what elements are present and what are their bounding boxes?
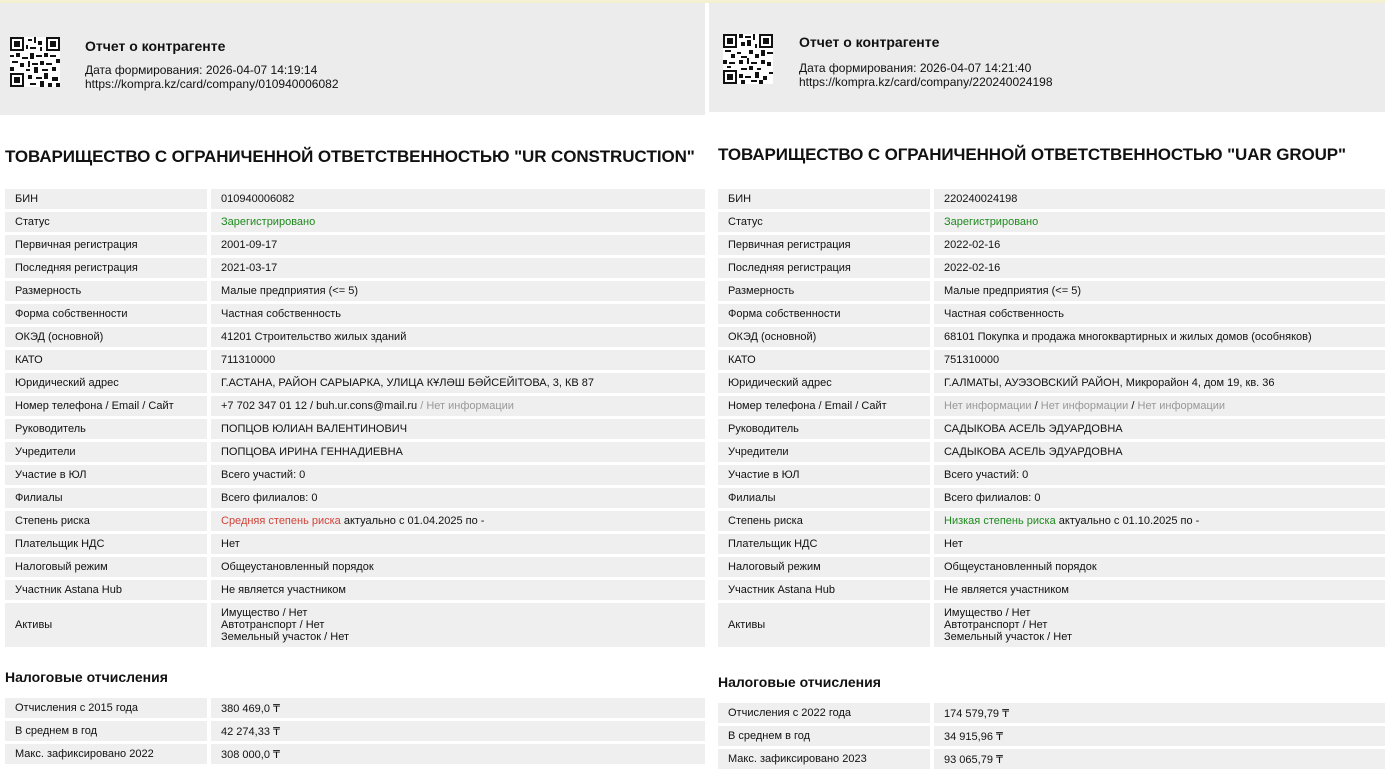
row-value: Г.АСТАНА, РАЙОН САРЫАРКА, УЛИЦА КҰЛӘШ БӘЙСЕЙІТОВА, 3, КВ 87 [211, 373, 705, 393]
table-row [5, 442, 705, 462]
table-row [5, 557, 705, 577]
table-row [718, 212, 1385, 232]
tax-table [5, 695, 705, 767]
row-label: Налоговый режим [5, 557, 211, 577]
row-value: 2021-03-17 [211, 258, 705, 278]
row-value: 2001-09-17 [211, 235, 705, 255]
row-value: 2022-02-16 [934, 258, 1385, 278]
row-label: В среднем в год [718, 726, 934, 746]
row-value: Не является участником [934, 580, 1385, 600]
separator: / [1128, 400, 1138, 412]
row-value: 42 274,33 ₸ [211, 721, 705, 741]
row-label: Участие в ЮЛ [5, 465, 211, 485]
row-value: Общеустановленный порядок [934, 557, 1385, 577]
table-row [718, 511, 1385, 531]
table-row [718, 350, 1385, 370]
row-label: Отчисления с 2015 года [5, 698, 211, 718]
row-value: Малые предприятия (<= 5) [211, 281, 705, 301]
table-row [718, 419, 1385, 439]
table-row [718, 488, 1385, 508]
table-row [718, 189, 1385, 209]
row-label: Учредители [718, 442, 934, 462]
row-label: Степень риска [5, 511, 211, 531]
row-label: Налоговый режим [718, 557, 934, 577]
company-name: ТОВАРИЩЕСТВО С ОГРАНИЧЕННОЙ ОТВЕТСТВЕННОСТЬЮ "UR CONSTRUCTION" [5, 147, 695, 166]
company-info-table [718, 186, 1385, 650]
table-row [718, 703, 1385, 723]
table-row [718, 557, 1385, 577]
separator: / [306, 400, 317, 412]
row-label: Форма собственности [5, 304, 211, 324]
asset-line: Земельный участок / Нет [944, 631, 1073, 643]
report-header [709, 3, 1385, 112]
row-value: 751310000 [934, 350, 1385, 370]
table-row [718, 465, 1385, 485]
table-row [718, 534, 1385, 554]
site-value: Нет информации [1137, 400, 1226, 412]
row-value: Всего участий: 0 [211, 465, 705, 485]
contacts-value [211, 396, 705, 416]
table-row [5, 235, 705, 255]
report-meta [799, 61, 1053, 89]
row-label: Номер телефона / Email / Сайт [718, 396, 934, 416]
report-title: Отчет о контрагенте [85, 38, 226, 54]
table-row [5, 511, 705, 531]
site-value: Нет информации [426, 400, 514, 412]
tax-section-title: Налоговые отчисления [718, 674, 881, 690]
row-label: КАТО [5, 350, 211, 370]
company-info-table [5, 186, 705, 650]
table-row [5, 465, 705, 485]
row-label: Плательщик НДС [718, 534, 934, 554]
row-value: Всего филиалов: 0 [934, 488, 1385, 508]
row-label: Форма собственности [718, 304, 934, 324]
table-row [5, 373, 705, 393]
row-value: Частная собственность [934, 304, 1385, 324]
row-value: 34 915,96 ₸ [934, 726, 1385, 746]
row-label: Юридический адрес [5, 373, 211, 393]
row-value: Г.АЛМАТЫ, АУЭЗОВСКИЙ РАЙОН, Микрорайон 4, дом 19, кв. 36 [934, 373, 1385, 393]
phone-value: Нет информации [944, 400, 1032, 412]
row-label: Учредители [5, 442, 211, 462]
table-row [718, 373, 1385, 393]
row-label: Филиалы [5, 488, 211, 508]
row-label: ОКЭД (основной) [718, 327, 934, 347]
row-label: Размерность [5, 281, 211, 301]
table-row [5, 744, 705, 764]
email-value: Нет информации [1040, 400, 1129, 412]
table-row [5, 304, 705, 324]
row-label: Первичная регистрация [718, 235, 934, 255]
company-name: ТОВАРИЩЕСТВО С ОГРАНИЧЕННОЙ ОТВЕТСТВЕННОСТЬЮ "UAR GROUP" [718, 145, 1346, 164]
status-value: Зарегистрировано [934, 212, 1385, 232]
row-label: Статус [5, 212, 211, 232]
row-value: 174 579,79 ₸ [934, 703, 1385, 723]
row-label: Макс. зафиксировано 2022 [5, 744, 211, 764]
row-label: Руководитель [718, 419, 934, 439]
row-label: Отчисления с 2022 года [718, 703, 934, 723]
table-row [5, 350, 705, 370]
row-label: БИН [5, 189, 211, 209]
table-row [718, 580, 1385, 600]
row-label: БИН [718, 189, 934, 209]
table-row [5, 281, 705, 301]
status-value: Зарегистрировано [211, 212, 705, 232]
asset-line: Автотранспорт / Нет [944, 619, 1048, 631]
row-value: САДЫКОВА АСЕЛЬ ЭДУАРДОВНА [934, 419, 1385, 439]
table-row [718, 749, 1385, 769]
row-value: Не является участником [211, 580, 705, 600]
asset-line: Автотранспорт / Нет [221, 619, 325, 631]
row-value: 010940006082 [211, 189, 705, 209]
row-value: 2022-02-16 [934, 235, 1385, 255]
row-value: ПОПЦОВ ЮЛИАН ВАЛЕНТИНОВИЧ [211, 419, 705, 439]
row-value: 93 065,79 ₸ [934, 749, 1385, 769]
row-label: Участник Astana Hub [5, 580, 211, 600]
row-label: ОКЭД (основной) [5, 327, 211, 347]
assets-value [211, 603, 705, 647]
report-url[interactable]: https://kompra.kz/card/company/220240024198 [799, 75, 1053, 89]
row-label: КАТО [718, 350, 934, 370]
table-row [5, 603, 705, 647]
row-value: 41201 Строительство жилых зданий [211, 327, 705, 347]
table-row [718, 726, 1385, 746]
row-label: Первичная регистрация [5, 235, 211, 255]
report-date: Дата формирования: 2026-04-07 14:21:40 [799, 61, 1032, 75]
row-label: Участие в ЮЛ [718, 465, 934, 485]
table-row [5, 698, 705, 718]
report-date: Дата формирования: 2026-04-07 14:19:14 [85, 63, 318, 77]
table-row [5, 419, 705, 439]
phone-value[interactable]: +7 702 347 01 12 [221, 400, 307, 412]
report-panel-left [0, 3, 705, 761]
table-row [5, 396, 705, 416]
row-value: САДЫКОВА АСЕЛЬ ЭДУАРДОВНА [934, 442, 1385, 462]
table-row [718, 603, 1385, 647]
row-label: Размерность [718, 281, 934, 301]
row-value: 308 000,0 ₸ [211, 744, 705, 764]
table-row [5, 189, 705, 209]
row-label: Статус [718, 212, 934, 232]
assets-value [934, 603, 1385, 647]
table-row [5, 534, 705, 554]
row-label: Активы [5, 603, 211, 647]
row-value: Нет [211, 534, 705, 554]
risk-value [211, 511, 705, 531]
qr-code-icon [10, 37, 60, 87]
table-row [718, 442, 1385, 462]
table-row [5, 580, 705, 600]
row-label: Последняя регистрация [718, 258, 934, 278]
row-value: 711310000 [211, 350, 705, 370]
row-label: Юридический адрес [718, 373, 934, 393]
row-label: Номер телефона / Email / Сайт [5, 396, 211, 416]
row-label: Руководитель [5, 419, 211, 439]
row-label: Макс. зафиксировано 2023 [718, 749, 934, 769]
row-value: 220240024198 [934, 189, 1385, 209]
report-header [0, 3, 705, 115]
row-value: Частная собственность [211, 304, 705, 324]
risk-level: Низкая степень риска [944, 515, 1056, 527]
report-url[interactable]: https://kompra.kz/card/company/010940006082 [85, 77, 339, 91]
row-value: Всего участий: 0 [934, 465, 1385, 485]
asset-line: Имущество / Нет [221, 607, 308, 619]
row-label: В среднем в год [5, 721, 211, 741]
report-meta [85, 63, 339, 91]
table-row [718, 396, 1385, 416]
row-value: Всего филиалов: 0 [211, 488, 705, 508]
row-label: Участник Astana Hub [718, 580, 934, 600]
separator: / [417, 400, 427, 412]
table-row [718, 327, 1385, 347]
qr-code-icon [723, 34, 773, 84]
risk-period: актуально с 01.04.2025 по - [340, 515, 485, 527]
asset-line: Земельный участок / Нет [221, 631, 350, 643]
table-row [5, 721, 705, 741]
row-label: Активы [718, 603, 934, 647]
risk-value [934, 511, 1385, 531]
email-value[interactable]: buh.ur.cons@mail.ru [316, 400, 418, 412]
table-row [5, 327, 705, 347]
risk-period: актуально с 01.10.2025 по - [1055, 515, 1200, 527]
row-label: Плательщик НДС [5, 534, 211, 554]
row-label: Степень риска [718, 511, 934, 531]
row-label: Последняя регистрация [5, 258, 211, 278]
table-row [5, 258, 705, 278]
contacts-value [934, 396, 1385, 416]
risk-level: Средняя степень риска [221, 515, 341, 527]
table-row [718, 235, 1385, 255]
row-value: 380 469,0 ₸ [211, 698, 705, 718]
row-value: Общеустановленный порядок [211, 557, 705, 577]
row-label: Филиалы [718, 488, 934, 508]
row-value: Нет [934, 534, 1385, 554]
table-row [718, 281, 1385, 301]
row-value: ПОПЦОВА ИРИНА ГЕННАДИЕВНА [211, 442, 705, 462]
row-value: Малые предприятия (<= 5) [934, 281, 1385, 301]
table-row [718, 304, 1385, 324]
separator: / [1031, 400, 1041, 412]
tax-table [718, 700, 1385, 772]
report-panel-right [709, 3, 1385, 766]
table-row [5, 488, 705, 508]
asset-line: Имущество / Нет [944, 607, 1031, 619]
row-value: 68101 Покупка и продажа многоквартирных и жилых домов (особняков) [934, 327, 1385, 347]
table-row [718, 258, 1385, 278]
table-row [5, 212, 705, 232]
report-title: Отчет о контрагенте [799, 34, 940, 50]
tax-section-title: Налоговые отчисления [5, 669, 168, 685]
